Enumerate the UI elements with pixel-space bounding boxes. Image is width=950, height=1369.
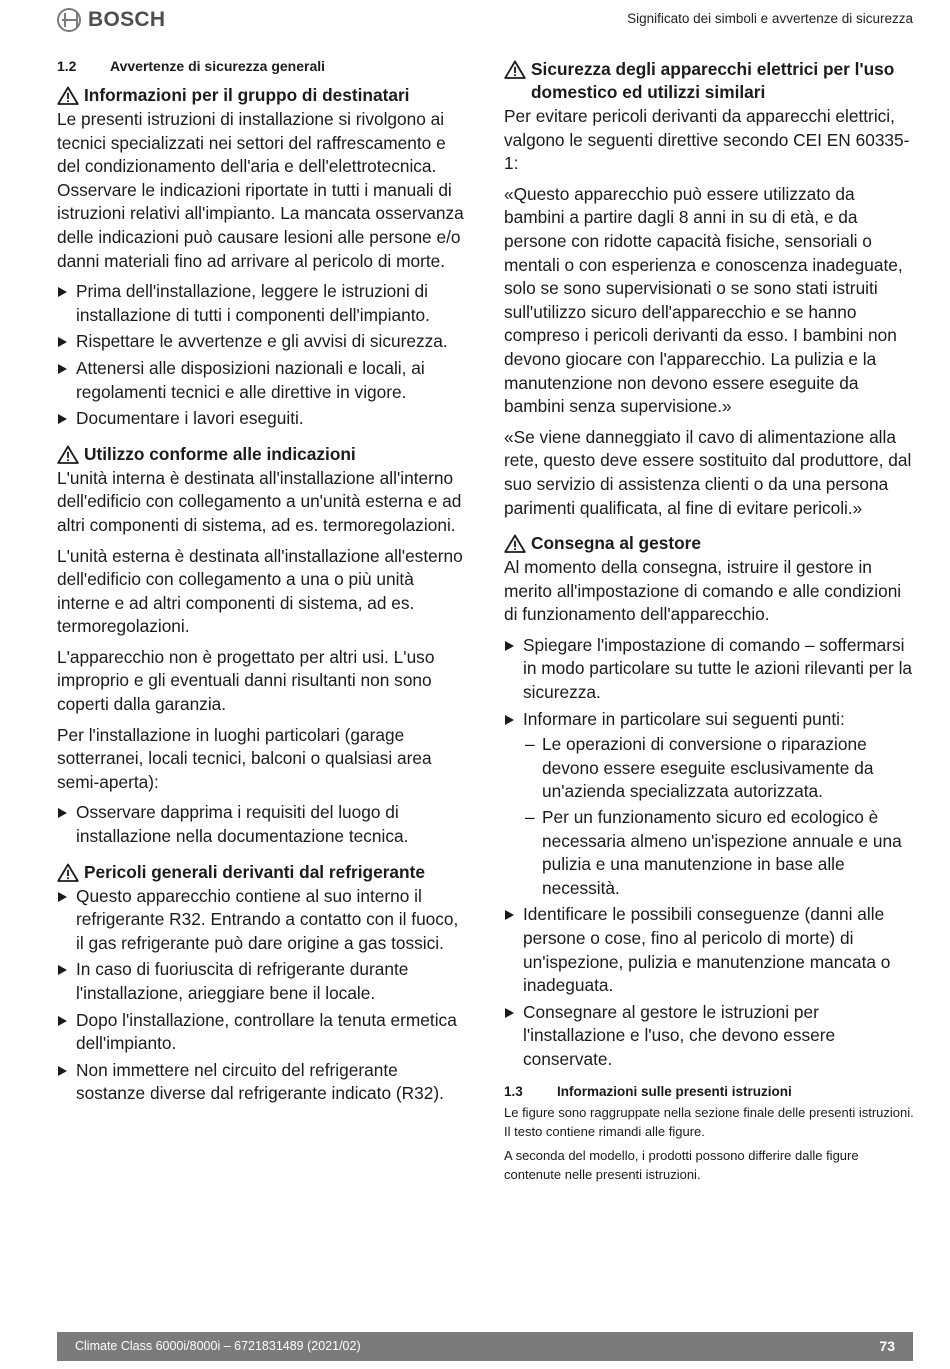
bullet-arrow-icon bbox=[58, 892, 67, 902]
list-item bbox=[57, 330, 465, 354]
paragraph: «Se viene danneggiato il cavo di alimentazione alla rete, questo deve essere sostituito dal produttore, dal suo servizio di assistenza clienti o da una persona parimenti qualificata, al fine di evitare pericoli.» bbox=[504, 426, 912, 518]
bullet-list bbox=[504, 634, 914, 1072]
list-item bbox=[57, 357, 465, 404]
paragraph: L'apparecchio non è progettato per altri usi. L'uso improprio e gli eventuali danni risultanti non sono coperti dalla garanzia. bbox=[57, 646, 435, 715]
warning-heading bbox=[57, 861, 465, 884]
bullet-list bbox=[57, 885, 465, 1106]
paragraph: Al momento della consegna, istruire il gestore in merito all'impostazione di comando e alle condizioni di funzionamento dell'apparecchio. bbox=[504, 557, 902, 625]
list-item bbox=[57, 801, 465, 848]
warning-triangle-icon bbox=[504, 534, 528, 553]
list-item bbox=[504, 634, 914, 705]
warning-triangle-icon bbox=[504, 60, 528, 79]
section-number: 1.3 bbox=[504, 1083, 523, 1099]
paragraph: L'unità esterna è destinata all'installazione all'esterno dell'edificio con collegamento a una o più unità interne e ad altri componenti di sistema, ad es. termoregolazioni. bbox=[57, 545, 463, 637]
warning-block-electrical-safety bbox=[504, 58, 914, 520]
warning-heading bbox=[57, 443, 465, 466]
list-item bbox=[504, 903, 914, 997]
section-title: Informazioni sulle presenti istruzioni bbox=[557, 1083, 792, 1099]
warning-heading bbox=[504, 58, 914, 104]
list-item bbox=[57, 1009, 465, 1056]
section-title: Avvertenze di sicurezza generali bbox=[110, 58, 326, 74]
list-item-text: Osservare dapprima i requisiti del luogo di installazione nella documentazione tecnica. bbox=[76, 802, 409, 847]
bullet-list bbox=[57, 280, 465, 431]
dash-icon: – bbox=[525, 734, 535, 755]
list-item bbox=[504, 1001, 914, 1072]
warning-title: Consegna al gestore bbox=[531, 533, 701, 554]
brand-name: BOSCH bbox=[88, 8, 166, 31]
list-item-text: Questo apparecchio contiene al suo interno il refrigerante R32. Entrando a contatto con il fuoco, il gas refrigerante può dare origine a gas tossici. bbox=[76, 885, 459, 953]
list-item-text: Documentare i lavori eseguiti. bbox=[76, 408, 304, 429]
paragraph: L'unità interna è destinata all'installazione all'interno dell'edificio con collegamento a un'unità esterna e ad altri componenti di sistema, ad es. termoregolazioni. bbox=[57, 467, 462, 535]
paragraph: «Questo apparecchio può essere utilizzato da bambini a partire dagli 8 anni in su di età, e da persone con ridotte capacità fisiche, sensoriali o mentali o con esperienza e conoscenza inadeguate, solo se sono supervisionati o se sono stati istruiti sull'utilizzo sicuro dell'apparecchio e se hanno compreso i pericoli derivanti da esso. I bambini non devono giocare con l'apparecchio. La pulizia e la manutenzione non devono essere eseguite da bambini senza supervisione.» bbox=[504, 183, 903, 417]
bullet-arrow-icon bbox=[58, 337, 67, 347]
bullet-arrow-icon bbox=[58, 1016, 67, 1026]
bullet-arrow-icon bbox=[505, 641, 514, 651]
bullet-arrow-icon bbox=[505, 715, 514, 725]
bullet-arrow-icon bbox=[58, 287, 67, 297]
bullet-arrow-icon bbox=[505, 910, 514, 920]
footer-document-info: Climate Class 6000i/8000i – 6721831489 (2021/02) bbox=[75, 1339, 361, 1353]
warning-block-intended-use bbox=[57, 443, 465, 849]
list-item-text: Informare in particolare sui seguenti punti: bbox=[523, 708, 845, 729]
bullet-arrow-icon bbox=[58, 414, 67, 424]
dash-item bbox=[523, 733, 914, 804]
bosch-logo bbox=[57, 8, 165, 32]
section-heading-1-2 bbox=[57, 58, 465, 74]
warning-title: Sicurezza degli apparecchi elettrici per l'uso domestico ed utilizzi similari bbox=[531, 59, 895, 102]
bullet-arrow-icon bbox=[505, 1008, 514, 1018]
list-item-text: Rispettare le avvertenze e gli avvisi di sicurezza. bbox=[76, 331, 448, 352]
list-item bbox=[57, 1059, 465, 1106]
bullet-arrow-icon bbox=[58, 965, 67, 975]
paragraph: Le presenti istruzioni di installazione si rivolgono ai tecnici specializzati nei settori del raffrescamento e del condizionamento dell'aria e dell'elettrotecnica. Osservare le indicazioni riportate in tutti i manuali di istruzioni relativi all'impianto. La mancata osservanza delle indicazioni può causare lesioni alle persone e/o danni materiali fino ad arrivare al pericolo di morte. bbox=[57, 109, 464, 271]
section-number: 1.2 bbox=[57, 58, 77, 74]
right-column bbox=[504, 58, 914, 1189]
page-header bbox=[0, 0, 950, 40]
bosch-armature-icon bbox=[57, 8, 81, 32]
dash-item-text: Le operazioni di conversione o riparazione devono essere eseguite esclusivamente da un'azienda specializzata autorizzata. bbox=[542, 734, 874, 802]
list-item bbox=[57, 885, 465, 956]
dash-item bbox=[523, 806, 914, 900]
bullet-arrow-icon bbox=[58, 1066, 67, 1076]
warning-title: Utilizzo conforme alle indicazioni bbox=[84, 443, 356, 464]
dash-list bbox=[523, 733, 914, 900]
warning-heading bbox=[57, 84, 465, 107]
list-item bbox=[57, 280, 465, 327]
list-item-text: Identificare le possibili conseguenze (danni alle persone o cose, fino al pericolo di morte) di un'ispezione, pulizia e manutenzione mancata o inadeguata. bbox=[523, 904, 891, 996]
bullet-arrow-icon bbox=[58, 364, 67, 374]
warning-heading bbox=[504, 532, 914, 555]
list-item bbox=[57, 958, 465, 1005]
warning-block-handover bbox=[504, 532, 914, 1071]
warning-triangle-icon bbox=[57, 86, 81, 105]
list-item-text: Attenersi alle disposizioni nazionali e locali, ai regolamenti tecnici e alle direttive in vigore. bbox=[76, 357, 425, 402]
paragraph: Le figure sono raggruppate nella sezione finale delle presenti istruzioni. Il testo contiene rimandi alle figure. bbox=[504, 1104, 914, 1139]
warning-triangle-icon bbox=[57, 445, 81, 464]
dash-item-text: Per un funzionamento sicuro ed ecologico è necessaria almeno un'ispezione annuale e una pulizia e una manutenzione in base alle necessità. bbox=[542, 807, 902, 898]
list-item-text: Prima dell'installazione, leggere le istruzioni di installazione di tutti i componenti dell'impianto. bbox=[76, 281, 430, 325]
list-item-text: In caso di fuoriuscita di refrigerante durante l'installazione, arieggiare bene il locale. bbox=[76, 959, 409, 1003]
paragraph: Per evitare pericoli derivanti da apparecchi elettrici, valgono le seguenti direttive secondo CEI EN 60335-1: bbox=[504, 106, 910, 174]
list-item bbox=[57, 407, 465, 431]
paragraph: A seconda del modello, i prodotti possono differire dalle figure contenute nelle presenti istruzioni. bbox=[504, 1147, 859, 1182]
bullet-list bbox=[57, 801, 465, 848]
left-column bbox=[57, 58, 465, 1118]
section-heading-1-3 bbox=[504, 1084, 914, 1099]
warning-block-refrigerant bbox=[57, 861, 465, 1106]
list-item bbox=[504, 708, 914, 901]
warning-block-target-group bbox=[57, 84, 465, 431]
running-header-title: Significato dei simboli e avvertenze di sicurezza bbox=[627, 11, 913, 26]
warning-triangle-icon bbox=[57, 863, 81, 882]
warning-title: Informazioni per il gruppo di destinatari bbox=[84, 85, 410, 105]
list-item-text: Non immettere nel circuito del refrigerante sostanze diverse dal refrigerante indicato (R32). bbox=[76, 1059, 444, 1104]
page-footer bbox=[57, 1332, 913, 1361]
bullet-arrow-icon bbox=[58, 808, 67, 818]
list-item-text: Consegnare al gestore le istruzioni per l'installazione e l'uso, che devono essere conservate. bbox=[523, 1001, 836, 1069]
paragraph: Per l'installazione in luoghi particolari (garage sotterranei, locali tecnici, balconi o qualsiasi area semi-aperta): bbox=[57, 724, 432, 792]
warning-title: Pericoli generali derivanti dal refrigerante bbox=[84, 861, 425, 882]
dash-icon: – bbox=[525, 807, 535, 828]
list-item-text: Spiegare l'impostazione di comando – soffermarsi in modo particolare su tutte le azioni rilevanti per la sicurezza. bbox=[523, 634, 913, 703]
page-number: 73 bbox=[879, 1338, 895, 1354]
section-1-3 bbox=[504, 1084, 914, 1184]
list-item-text: Dopo l'installazione, controllare la tenuta ermetica dell'impianto. bbox=[76, 1009, 457, 1054]
